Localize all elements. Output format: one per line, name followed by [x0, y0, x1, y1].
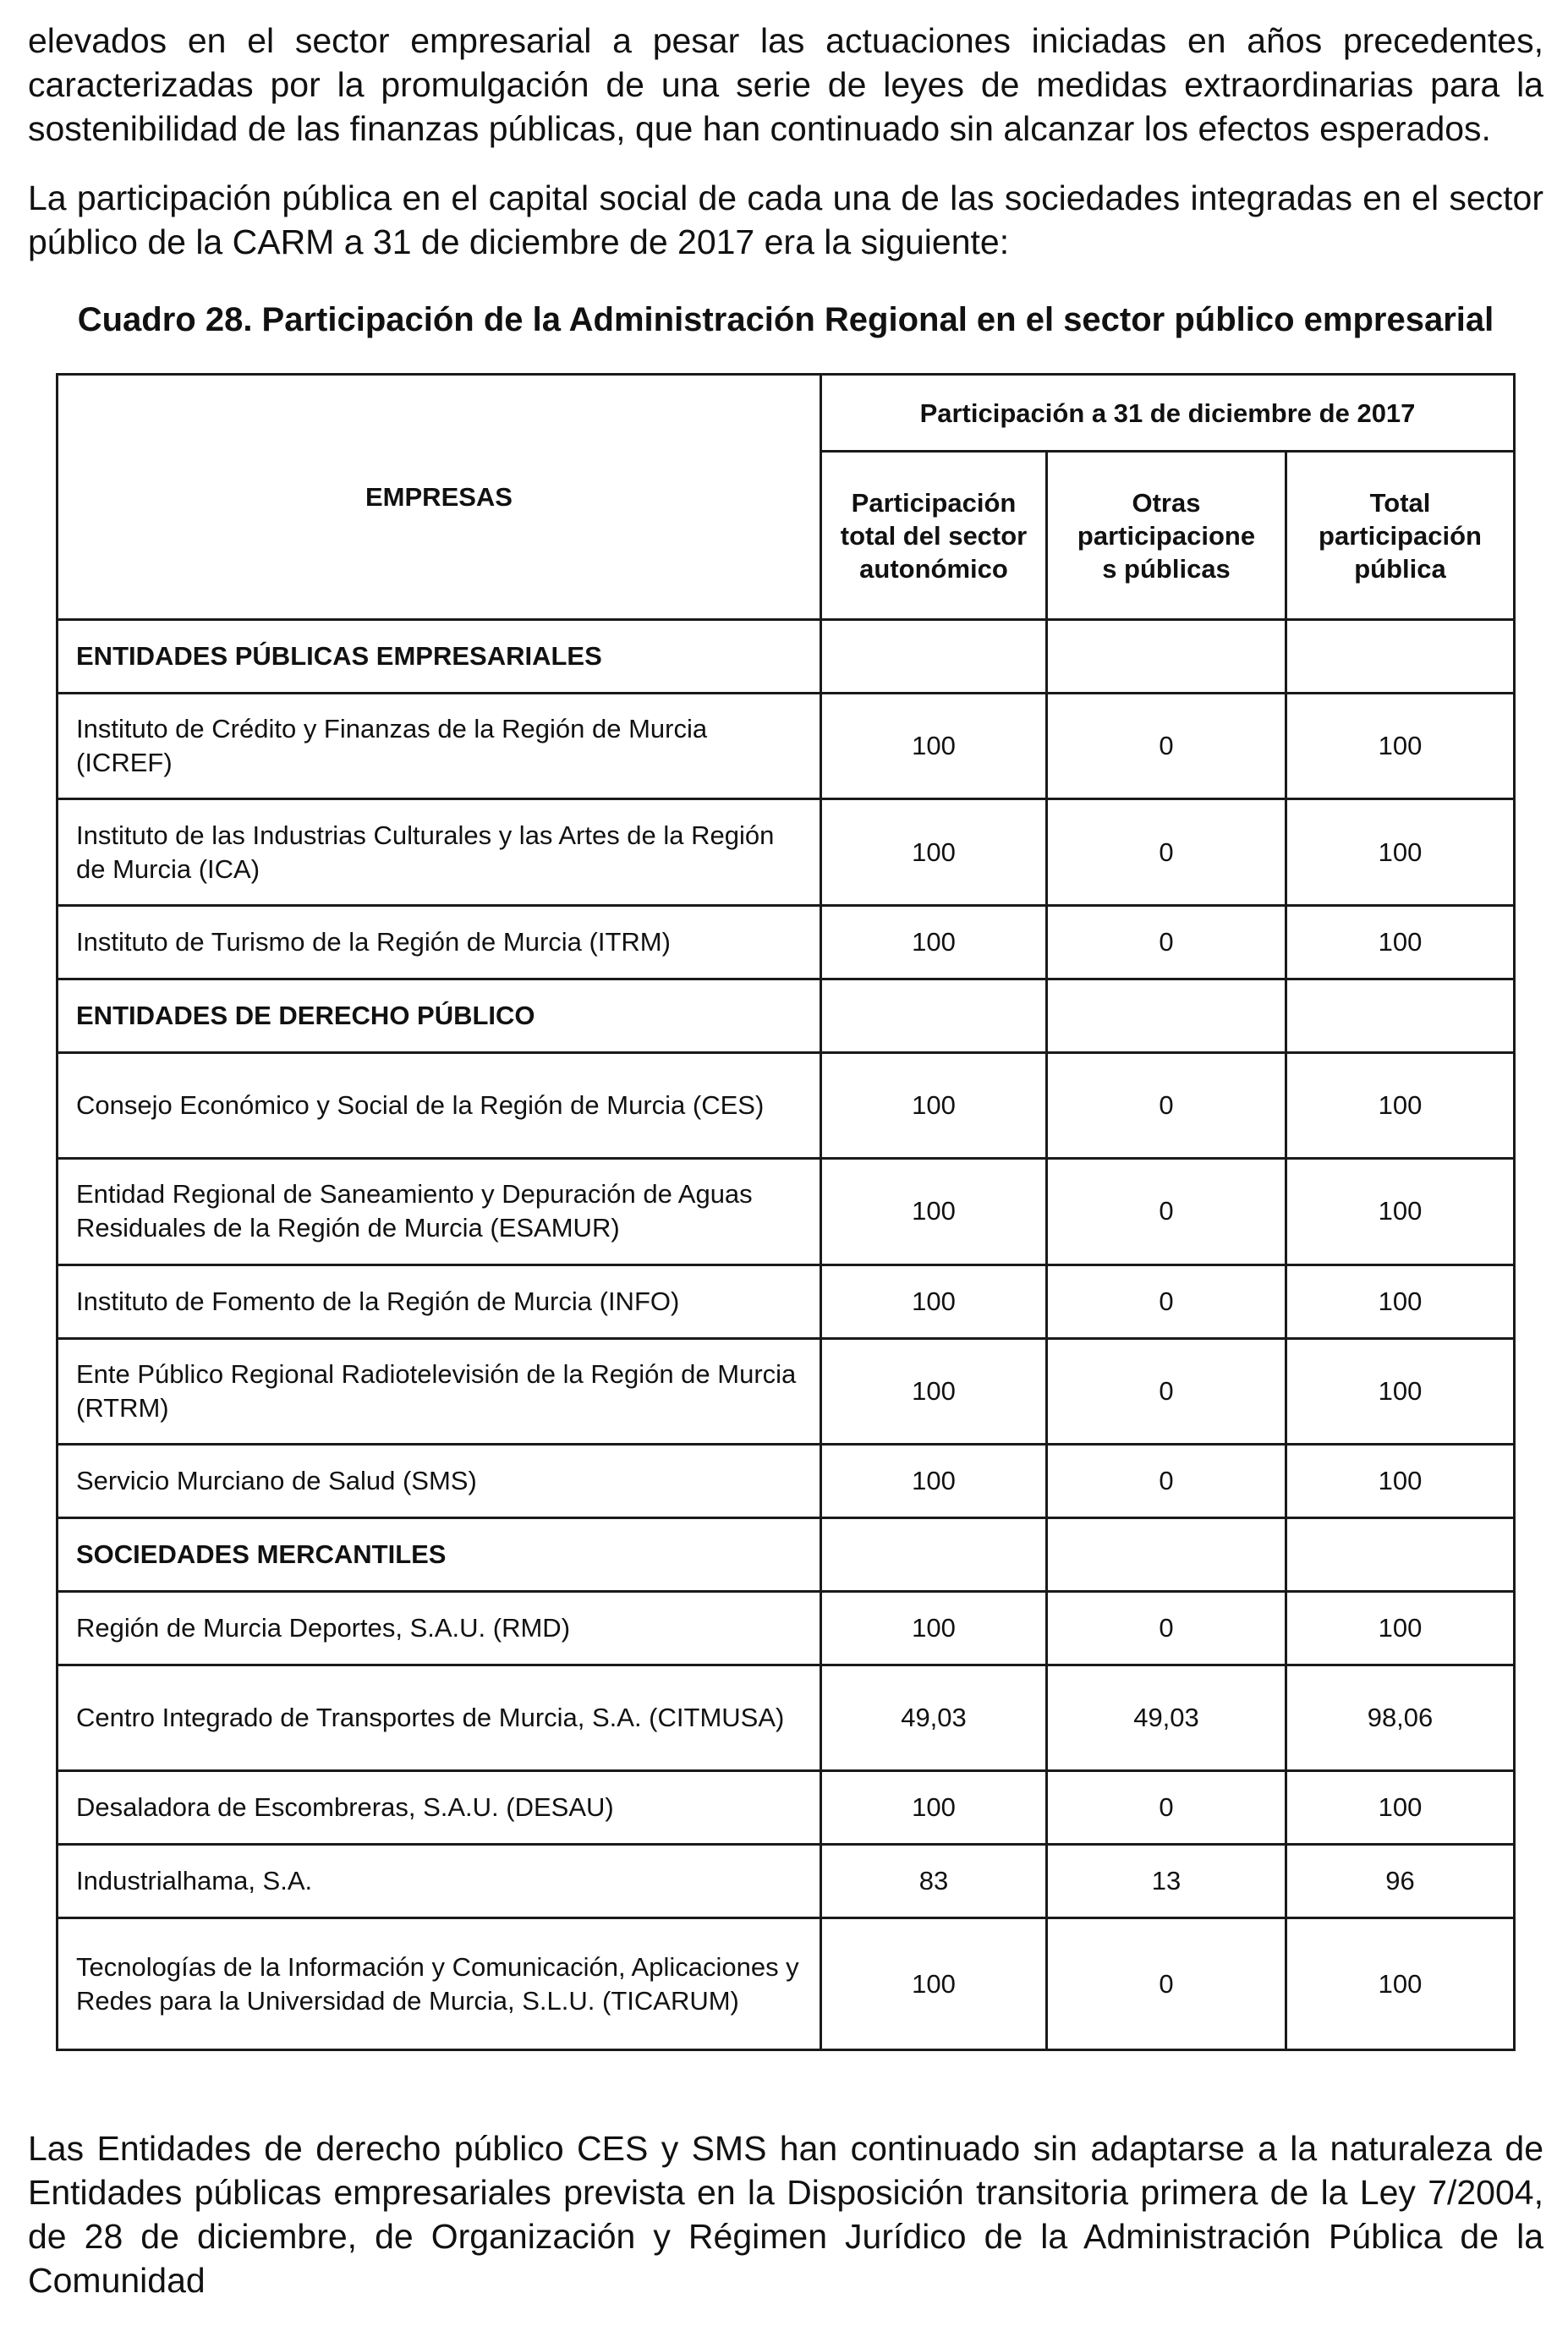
table-caption: Cuadro 28. Participación de la Administración Regional en el sector público empresarial: [77, 301, 1494, 338]
sector-value: 83: [821, 1845, 1047, 1918]
section-row: [58, 620, 1515, 694]
otras-value: 0: [1047, 799, 1286, 905]
sector-value: 100: [821, 693, 1047, 798]
otras-value: 0: [1047, 1052, 1286, 1158]
sector-value: 100: [821, 1265, 1047, 1338]
sector-value: 100: [821, 905, 1047, 979]
sector-value: 100: [821, 1338, 1047, 1444]
lead-paragraph: La participación pública en el capital social de cada una de las sociedades integradas en el sector público de la CARM a 31 de diciembre de 2017 era la siguiente:: [28, 178, 1543, 261]
sector-value: 49,03: [821, 1665, 1047, 1770]
company-name: Instituto de Crédito y Finanzas de la Región de Murcia (ICREF): [58, 693, 821, 798]
section-title: ENTIDADES PÚBLICAS EMPRESARIALES: [58, 620, 821, 694]
otras-value: 0: [1047, 1444, 1286, 1517]
intro-paragraph: elevados en el sector empresarial a pesar las actuaciones iniciadas en años precedentes, caracterizadas por la promulgación de una serie de leyes de medidas extraordinarias para la sostenibilidad de las finanzas públicas, que han continuado sin alcanzar los efectos esperados.: [28, 21, 1543, 148]
otras-value: 49,03: [1047, 1665, 1286, 1770]
otras-value: 13: [1047, 1845, 1286, 1918]
table-row: [58, 1265, 1515, 1338]
table-row: [58, 799, 1515, 905]
company-name: Región de Murcia Deportes, S.A.U. (RMD): [58, 1591, 821, 1665]
otras-value: 0: [1047, 693, 1286, 798]
total-value: 100: [1286, 905, 1515, 979]
sector-value: 100: [821, 1444, 1047, 1517]
company-name: Desaladora de Escombreras, S.A.U. (DESAU): [58, 1771, 821, 1845]
otras-value: [1047, 1517, 1286, 1591]
otras-value: 0: [1047, 1265, 1286, 1338]
sector-value: [821, 620, 1047, 694]
sector-value: [821, 979, 1047, 1052]
company-name: Consejo Económico y Social de la Región de Murcia (CES): [58, 1052, 821, 1158]
participation-table: [56, 373, 1516, 2051]
table-row: [58, 1918, 1515, 2050]
company-name: Instituto de Turismo de la Región de Murcia (ITRM): [58, 905, 821, 979]
total-value: 100: [1286, 1052, 1515, 1158]
total-value: 100: [1286, 1444, 1515, 1517]
section-row: [58, 979, 1515, 1052]
closing-paragraph: Las Entidades de derecho público CES y SMS han continuado sin adaptarse a la naturaleza de Entidades públicas empresariales prevista en la Disposición transitoria primera de la Ley 7/2004, de 28 de diciembre, de Organización y Régimen Jurídico de la Administración Pública de la Comunidad: [28, 2129, 1543, 2300]
otras-value: [1047, 620, 1286, 694]
table-row: [58, 1159, 1515, 1265]
header-sector-autonomico: Participación total del sector autonómico: [821, 452, 1047, 620]
section-title: ENTIDADES DE DERECHO PÚBLICO: [58, 979, 821, 1052]
total-value: 100: [1286, 1159, 1515, 1265]
section-title: SOCIEDADES MERCANTILES: [58, 1517, 821, 1591]
table-row: [58, 1338, 1515, 1444]
company-name: Industrialhama, S.A.: [58, 1845, 821, 1918]
total-value: 100: [1286, 1265, 1515, 1338]
total-value: [1286, 620, 1515, 694]
company-name: Instituto de las Industrias Culturales y las Artes de la Región de Murcia (ICA): [58, 799, 821, 905]
header-empresas: EMPRESAS: [58, 375, 821, 620]
otras-value: [1047, 979, 1286, 1052]
otras-value: 0: [1047, 1159, 1286, 1265]
total-value: 98,06: [1286, 1665, 1515, 1770]
table-row: [58, 905, 1515, 979]
total-value: 100: [1286, 693, 1515, 798]
company-name: Tecnologías de la Información y Comunicación, Aplicaciones y Redes para la Universidad de Murcia, S.L.U. (TICARUM): [58, 1918, 821, 2050]
table-row: [58, 1591, 1515, 1665]
table-row: [58, 1771, 1515, 1845]
sector-value: 100: [821, 1771, 1047, 1845]
header-otras-participaciones: Otras participacione s públicas: [1047, 452, 1286, 620]
company-name: Ente Público Regional Radiotelevisión de la Región de Murcia (RTRM): [58, 1338, 821, 1444]
total-value: [1286, 1517, 1515, 1591]
total-value: 96: [1286, 1845, 1515, 1918]
total-value: 100: [1286, 799, 1515, 905]
total-value: 100: [1286, 1918, 1515, 2050]
company-name: Centro Integrado de Transportes de Murcia, S.A. (CITMUSA): [58, 1665, 821, 1770]
company-name: Instituto de Fomento de la Región de Murcia (INFO): [58, 1265, 821, 1338]
total-value: [1286, 979, 1515, 1052]
total-value: 100: [1286, 1771, 1515, 1845]
header-total-participacion: Total participación pública: [1286, 452, 1515, 620]
table-body: [58, 620, 1515, 2050]
table-row: [58, 1845, 1515, 1918]
otras-value: 0: [1047, 1918, 1286, 2050]
otras-value: 0: [1047, 1771, 1286, 1845]
sector-value: 100: [821, 799, 1047, 905]
section-row: [58, 1517, 1515, 1591]
total-value: 100: [1286, 1338, 1515, 1444]
table-row: [58, 1665, 1515, 1770]
table-row: [58, 1052, 1515, 1158]
otras-value: 0: [1047, 905, 1286, 979]
sector-value: 100: [821, 1591, 1047, 1665]
otras-value: 0: [1047, 1338, 1286, 1444]
company-name: Servicio Murciano de Salud (SMS): [58, 1444, 821, 1517]
sector-value: [821, 1517, 1047, 1591]
sector-value: 100: [821, 1918, 1047, 2050]
sector-value: 100: [821, 1159, 1047, 1265]
table-row: [58, 693, 1515, 798]
otras-value: 0: [1047, 1591, 1286, 1665]
company-name: Entidad Regional de Saneamiento y Depuración de Aguas Residuales de la Región de Murcia (ESAMUR): [58, 1159, 821, 1265]
total-value: 100: [1286, 1591, 1515, 1665]
sector-value: 100: [821, 1052, 1047, 1158]
table-row: [58, 1444, 1515, 1517]
header-participation-group: Participación a 31 de diciembre de 2017: [821, 375, 1515, 452]
